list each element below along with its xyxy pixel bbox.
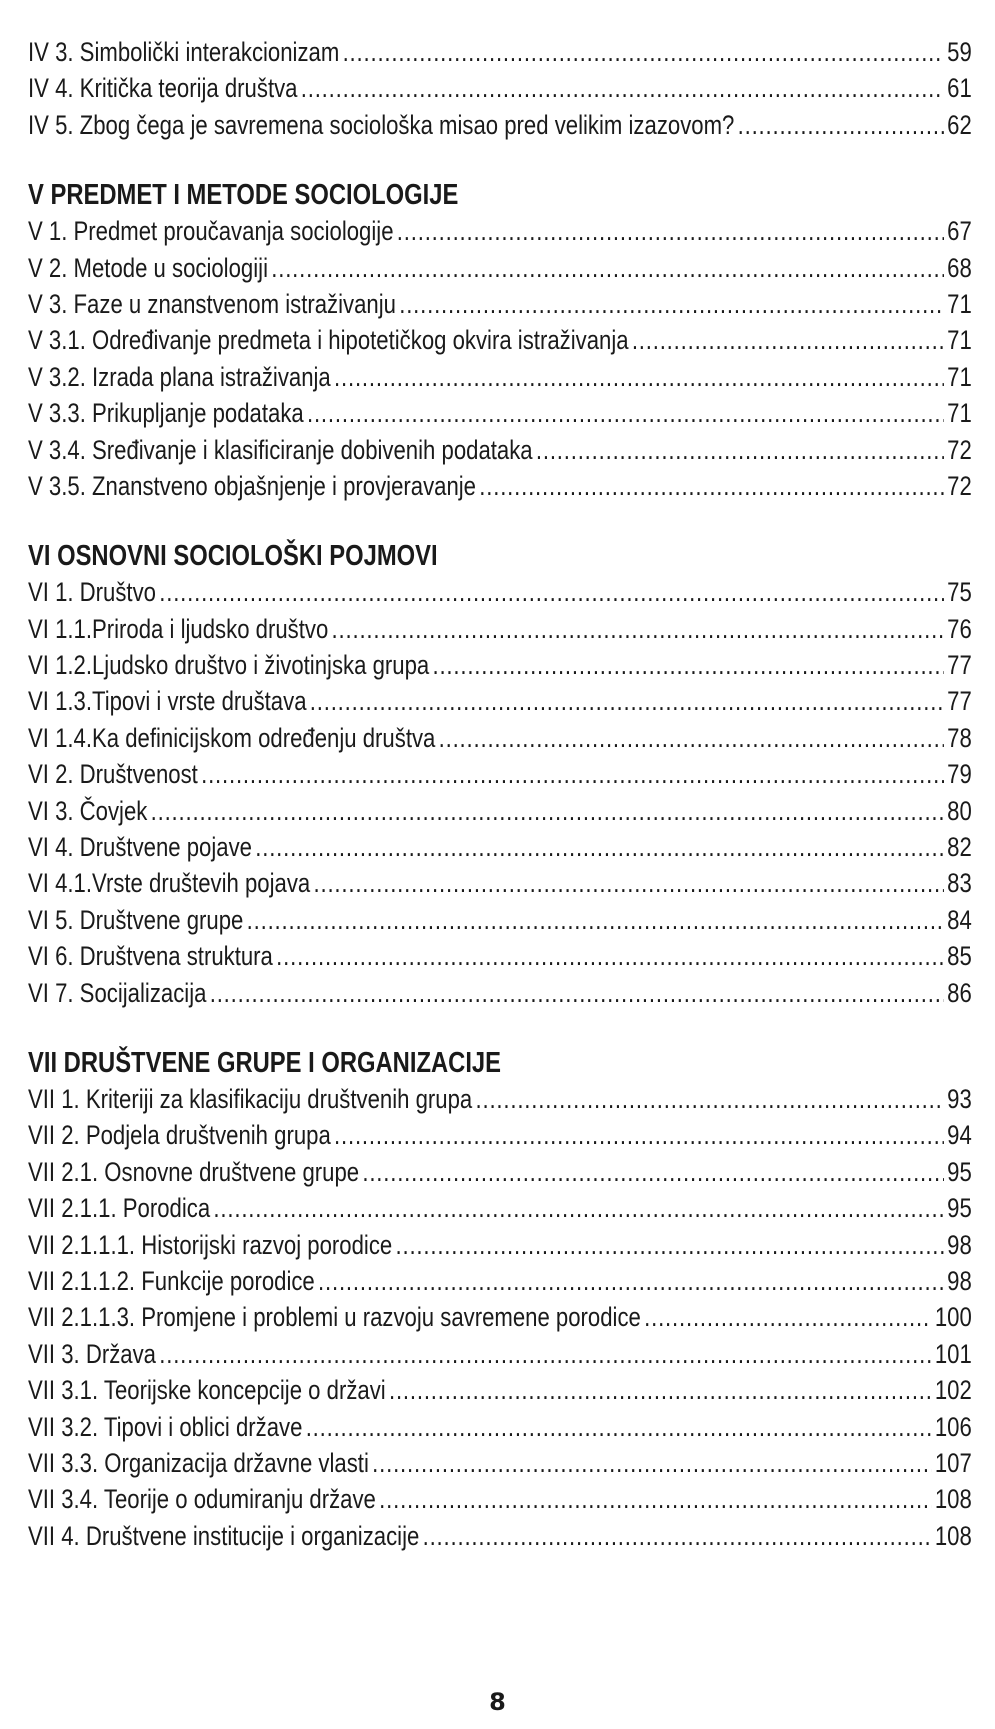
toc-entry-page: 77 xyxy=(947,686,972,717)
toc-entry-label: VII 2.1.1.1. Historijski razvoj porodice xyxy=(28,1229,393,1260)
toc-section xyxy=(28,538,972,1011)
toc-entry xyxy=(28,1518,972,1554)
toc-entry-label: VII 2. Podjela društvenih grupa xyxy=(28,1120,331,1151)
toc-section xyxy=(28,34,972,143)
toc-entry xyxy=(28,1227,972,1263)
toc-entry xyxy=(28,1336,972,1372)
dot-leader xyxy=(210,975,944,1011)
toc-entry-page: 71 xyxy=(947,325,972,356)
toc-entry-page: 78 xyxy=(947,722,972,753)
toc-entry-page: 100 xyxy=(934,1302,972,1333)
dot-leader xyxy=(632,322,944,358)
toc-entry xyxy=(28,250,972,286)
toc-entry-label: V 3.1. Određivanje predmeta i hipotetičkog okvira istraživanja xyxy=(28,325,629,356)
section-heading: VII DRUŠTVENE GRUPE I ORGANIZACIJE xyxy=(28,1046,502,1079)
toc-entry-page: 77 xyxy=(947,650,972,681)
toc-entry-page: 84 xyxy=(947,904,972,935)
dot-leader xyxy=(201,756,944,792)
toc-entry xyxy=(28,611,972,647)
toc-entry xyxy=(28,1299,972,1335)
toc-entry-page: 98 xyxy=(947,1229,972,1260)
toc-entry-label: VI 7. Socijalizacija xyxy=(28,977,207,1008)
dot-leader xyxy=(439,720,944,756)
toc-entry xyxy=(28,286,972,322)
dot-leader xyxy=(334,359,944,395)
dot-leader xyxy=(159,574,944,610)
toc-entry-label: V 3.2. Izrada plana istraživanja xyxy=(28,361,331,392)
toc-entry-page: 82 xyxy=(947,832,972,863)
toc-entry xyxy=(28,1372,972,1408)
dot-leader xyxy=(307,395,944,431)
toc-entry-page: 67 xyxy=(947,216,972,247)
toc-entry-label: VI 1.4.Ka definicijskom određenju društva xyxy=(28,722,436,753)
dot-leader xyxy=(318,1263,944,1299)
toc-entry-label: VII 3.4. Teorije o odumiranju države xyxy=(28,1484,376,1515)
toc-entry-label: VII 2.1.1.3. Promjene i problemi u razvoju savremene porodice xyxy=(28,1302,641,1333)
toc-entry-label: VII 3.1. Teorijske koncepcije o državi xyxy=(28,1375,386,1406)
toc-entry-label: VI 5. Društvene grupe xyxy=(28,904,244,935)
toc-entry-label: VI 6. Društvena struktura xyxy=(28,941,273,972)
toc-entry-page: 101 xyxy=(934,1338,972,1369)
dot-leader xyxy=(479,468,944,504)
dot-leader xyxy=(476,1081,944,1117)
dot-leader xyxy=(399,286,944,322)
dot-leader xyxy=(310,683,944,719)
dot-leader xyxy=(332,611,944,647)
table-of-contents xyxy=(28,34,972,1554)
dot-leader xyxy=(343,34,944,70)
dot-leader xyxy=(432,647,943,683)
toc-entry xyxy=(28,468,972,504)
toc-entry-page: 95 xyxy=(947,1156,972,1187)
toc-entry xyxy=(28,1409,972,1445)
toc-entry-label: VII 3.2. Tipovi i oblici države xyxy=(28,1411,303,1442)
toc-entry-page: 108 xyxy=(934,1484,972,1515)
toc-entry xyxy=(28,756,972,792)
toc-entry-label: VII 2.1.1. Porodica xyxy=(28,1193,211,1224)
dot-leader xyxy=(159,1336,931,1372)
toc-entry-label: VII 4. Društvene institucije i organizacije xyxy=(28,1520,420,1551)
toc-entry xyxy=(28,938,972,974)
toc-entry xyxy=(28,395,972,431)
dot-leader xyxy=(396,1227,944,1263)
dot-leader xyxy=(423,1518,932,1554)
toc-entry-label: VII 3.3. Organizacija državne vlasti xyxy=(28,1447,369,1478)
toc-section xyxy=(28,1045,972,1554)
dot-leader xyxy=(255,829,944,865)
toc-entry-label: VI 2. Društvenost xyxy=(28,759,198,790)
dot-leader xyxy=(247,902,944,938)
dot-leader xyxy=(536,432,944,468)
dot-leader xyxy=(379,1481,931,1517)
toc-entry-page: 95 xyxy=(947,1193,972,1224)
toc-entry-page: 86 xyxy=(947,977,972,1008)
toc-entry xyxy=(28,975,972,1011)
toc-entry-label: VII 3. Država xyxy=(28,1338,156,1369)
dot-leader xyxy=(276,938,944,974)
toc-entry-label: VI 1.2.Ljudsko društvo i životinjska grupa xyxy=(28,650,430,681)
toc-entry-page: 102 xyxy=(934,1375,972,1406)
toc-entry xyxy=(28,1154,972,1190)
toc-entry-page: 107 xyxy=(934,1447,972,1478)
toc-entry-label: IV 5. Zbog čega je savremena sociološka misao pred velikim izazovom? xyxy=(28,109,735,140)
dot-leader xyxy=(314,865,944,901)
dot-leader xyxy=(213,1190,943,1226)
toc-entry-label: VI 1. Društvo xyxy=(28,577,156,608)
toc-entry xyxy=(28,1117,972,1153)
toc-entry xyxy=(28,793,972,829)
toc-entry-page: 83 xyxy=(947,868,972,899)
toc-entry-label: VI 1.1.Priroda i ljudsko društvo xyxy=(28,613,329,644)
page-number: 8 xyxy=(489,1688,506,1716)
toc-entry-page: 68 xyxy=(947,252,972,283)
toc-entry-label: V 3. Faze u znanstvenom istraživanju xyxy=(28,288,396,319)
toc-entry xyxy=(28,1263,972,1299)
toc-entry-label: VII 2.1. Osnovne društvene grupe xyxy=(28,1156,360,1187)
toc-entry-label: V 3.5. Znanstveno objašnjenje i provjeravanje xyxy=(28,470,477,501)
dot-leader xyxy=(362,1154,944,1190)
toc-entry-page: 98 xyxy=(947,1265,972,1296)
dot-leader xyxy=(271,250,944,286)
dot-leader xyxy=(389,1372,932,1408)
toc-entry-page: 94 xyxy=(947,1120,972,1151)
toc-entry-page: 85 xyxy=(947,941,972,972)
toc-entry-page: 59 xyxy=(947,37,972,67)
dot-leader xyxy=(738,107,944,143)
section-heading: VI OSNOVNI SOCIOLOŠKI POJMOVI xyxy=(28,540,438,573)
toc-entry xyxy=(28,1445,972,1481)
toc-entry-label: V 3.3. Prikupljanje podataka xyxy=(28,398,304,429)
toc-entry-label: VI 1.3.Tipovi i vrste društava xyxy=(28,686,307,717)
dot-leader xyxy=(372,1445,931,1481)
toc-entry xyxy=(28,647,972,683)
toc-entry xyxy=(28,70,972,106)
toc-entry-label: IV 4. Kritička teorija društva xyxy=(28,73,298,104)
toc-entry-page: 93 xyxy=(947,1083,972,1114)
toc-entry xyxy=(28,432,972,468)
toc-entry xyxy=(28,1190,972,1226)
toc-entry xyxy=(28,829,972,865)
toc-entry xyxy=(28,34,972,70)
toc-entry-label: V 1. Predmet proučavanja sociologije xyxy=(28,216,394,247)
toc-entry xyxy=(28,902,972,938)
toc-entry-page: 71 xyxy=(947,398,972,429)
toc-entry-page: 76 xyxy=(947,613,972,644)
toc-entry-page: 71 xyxy=(947,361,972,392)
toc-entry xyxy=(28,107,972,143)
toc-entry-page: 72 xyxy=(947,434,972,465)
toc-entry-label: IV 3. Simbolički interakcionizam xyxy=(28,37,340,67)
toc-entry-label: V 2. Metode u sociologiji xyxy=(28,252,268,283)
dot-leader xyxy=(334,1117,944,1153)
toc-entry-page: 108 xyxy=(934,1520,972,1551)
dot-leader xyxy=(301,70,944,106)
toc-entry xyxy=(28,720,972,756)
toc-entry xyxy=(28,1081,972,1117)
toc-entry-page: 80 xyxy=(947,795,972,826)
dot-leader xyxy=(151,793,944,829)
toc-entry xyxy=(28,574,972,610)
dot-leader xyxy=(306,1409,932,1445)
toc-entry-page: 72 xyxy=(947,470,972,501)
toc-entry xyxy=(28,213,972,249)
toc-entry xyxy=(28,359,972,395)
toc-entry-label: VI 4. Društvene pojave xyxy=(28,832,252,863)
toc-entry-label: VI 4.1.Vrste društevih pojava xyxy=(28,868,311,899)
toc-entry-label: VI 3. Čovjek xyxy=(28,795,148,826)
dot-leader xyxy=(397,213,944,249)
toc-entry-page: 71 xyxy=(947,288,972,319)
dot-leader xyxy=(644,1299,931,1335)
toc-section xyxy=(28,177,972,504)
toc-entry-page: 79 xyxy=(947,759,972,790)
toc-entry-label: VII 2.1.1.2. Funkcije porodice xyxy=(28,1265,315,1296)
toc-entry-page: 62 xyxy=(947,109,972,140)
toc-entry-page: 106 xyxy=(934,1411,972,1442)
section-heading: V PREDMET I METODE SOCIOLOGIJE xyxy=(28,179,459,212)
toc-entry-label: VII 1. Kriteriji za klasifikaciju društvenih grupa xyxy=(28,1083,473,1114)
toc-entry xyxy=(28,322,972,358)
toc-entry xyxy=(28,1481,972,1517)
toc-entry-page: 75 xyxy=(947,577,972,608)
toc-entry-page: 61 xyxy=(947,73,972,104)
toc-entry xyxy=(28,865,972,901)
toc-entry xyxy=(28,683,972,719)
toc-entry-label: V 3.4. Sređivanje i klasificiranje dobivenih podataka xyxy=(28,434,533,465)
